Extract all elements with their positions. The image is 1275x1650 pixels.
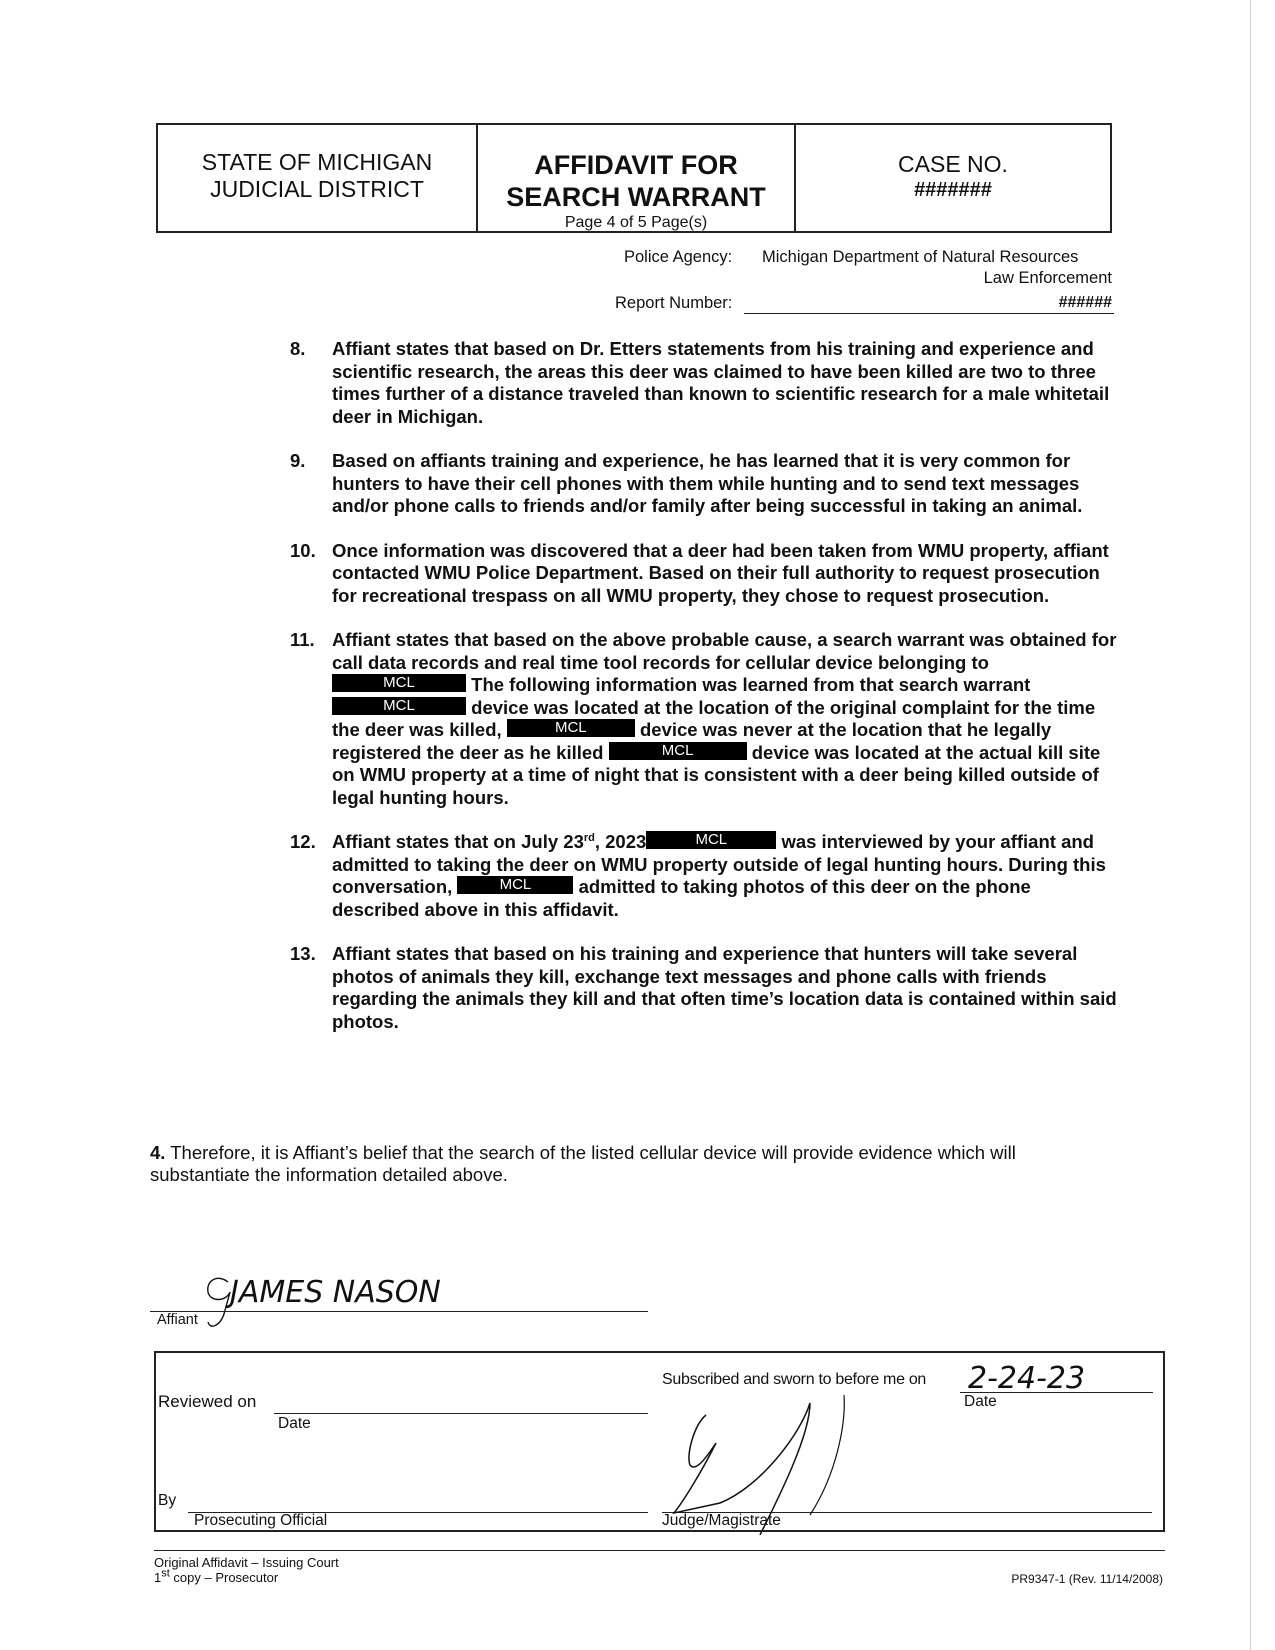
report-number-line xyxy=(744,313,1114,314)
item-12 xyxy=(290,831,1120,921)
distribution-original: Original Affidavit – Issuing Court xyxy=(154,1555,339,1570)
item-12-part-2: , 2023 xyxy=(594,831,647,852)
form-number: PR9347-1 (Rev. 11/14/2008) xyxy=(1011,1572,1163,1586)
reviewed-on-line xyxy=(274,1413,648,1414)
item-12-part-4: admitted to taking photos of this deer on the phone described above in this affidavit. xyxy=(332,876,1031,920)
case-label: CASE NO. xyxy=(898,151,1008,177)
prosecuting-official-label: Prosecuting Official xyxy=(194,1512,328,1529)
item-11-part-5: device was located at the actual kill site on WMU property at a time of night that is consistent with a deer being killed outside of legal hunting hours. xyxy=(332,741,1101,808)
judicial-district: JUDICIAL DISTRICT xyxy=(210,176,424,202)
item-text: Based on affiants training and experience, he has learned that it is very common for hunters to have their cell phones with them while hunting and to send text messages and/or phone calls to friends and/or family after being successful in taking an animal. xyxy=(332,450,1083,516)
item-8 xyxy=(290,338,1120,428)
conclusion-number: 4. xyxy=(150,1142,166,1163)
document-title-line2: SEARCH WARRANT xyxy=(506,182,766,212)
item-12-part-3: was interviewed by your affiant and admitted to taking the deer on WMU property outside of legal hunting hours. During this conversation, xyxy=(332,831,1106,897)
conclusion-paragraph xyxy=(150,1142,1110,1186)
case-cell xyxy=(796,125,1110,231)
item-number: 13. xyxy=(290,943,316,964)
redaction-box: MCL xyxy=(507,719,635,737)
redaction-box: MCL xyxy=(646,831,776,849)
item-text: Once information was discovered that a deer had been taken from WMU property, affiant contacted WMU Police Department. Based on their full authority to request prosecution for recreational trespass on all WMU property, they chose to request prosecution. xyxy=(332,539,1109,606)
affidavit-items xyxy=(290,338,1120,1055)
title-cell xyxy=(478,125,796,231)
redaction-box: MCL xyxy=(332,697,466,715)
reviewed-date-label: Date xyxy=(278,1415,311,1432)
redaction-box: MCL xyxy=(332,674,466,692)
item-11-part-1: Affiant states that based on the above probable cause, a search warrant was obtained for call data records and real time tool records for cellular device belonging to xyxy=(332,629,1117,673)
court-cell xyxy=(158,125,478,231)
item-9 xyxy=(290,450,1120,518)
affiant-signature xyxy=(200,1268,500,1334)
report-number-value: ###### xyxy=(1058,294,1112,311)
conclusion-text: Therefore, it is Affiant’s belief that the search of the listed cellular device will provide evidence which will substantiate the information detailed above. xyxy=(150,1142,1016,1185)
footer-line xyxy=(154,1550,1165,1551)
item-number: 8. xyxy=(290,338,306,359)
police-agency-label: Police Agency: xyxy=(624,248,733,266)
item-11-part-4: device was never at the location that he legally registered the deer as he killed xyxy=(332,719,1052,763)
copy-text: copy – Prosecutor xyxy=(169,1570,279,1585)
item-10 xyxy=(290,540,1120,608)
item-number: 9. xyxy=(290,450,306,471)
state-name: STATE OF MICHIGAN xyxy=(201,149,433,175)
reviewed-on-label: Reviewed on xyxy=(158,1392,257,1411)
handwritten-date-text: 2-24-23 xyxy=(968,1361,1086,1396)
item-text xyxy=(332,629,1120,809)
handwritten-date xyxy=(962,1352,1102,1398)
page-edge xyxy=(1250,0,1251,1650)
item-number: 11. xyxy=(290,629,315,650)
distribution-copy xyxy=(154,1567,279,1585)
case-number: ####### xyxy=(914,179,992,201)
subscribed-label: Subscribed and sworn to before me on xyxy=(662,1371,927,1388)
item-12-part-1: Affiant states that on July 23 xyxy=(332,831,584,852)
affiant-line xyxy=(150,1311,648,1312)
item-number: 12. xyxy=(290,831,316,852)
document-title-line1: AFFIDAVIT FOR xyxy=(534,150,738,180)
item-text: Affiant states that based on his training and experience that hunters will take several photos of animals they kill, exchange text messages and phone calls with friends regarding the animals they kill and that often time’s location data is contained within said photos. xyxy=(332,943,1117,1032)
copy-number: 1 xyxy=(154,1570,162,1585)
by-label: By xyxy=(158,1492,177,1509)
affiant-label: Affiant xyxy=(157,1312,198,1328)
page-info: Page 4 of 5 Page(s) xyxy=(564,214,708,231)
item-text: Affiant states that based on Dr. Etters statements from his training and experience and scientific research, the areas this deer was claimed to have been killed are two to three times further of a distance traveled than known to scientific research for a male whitetail deer in Michigan. xyxy=(332,338,1110,427)
header-table xyxy=(156,123,1112,233)
item-11 xyxy=(290,629,1120,809)
report-number-label: Report Number: xyxy=(615,294,733,312)
sworn-date-label: Date xyxy=(964,1393,997,1410)
item-11-part-3: device was located at the location of the original complaint for the time the deer was killed, xyxy=(332,696,1096,740)
redaction-box: MCL xyxy=(457,876,573,894)
judge-magistrate-label: Judge/Magistrate xyxy=(662,1512,781,1529)
item-number: 10. xyxy=(290,539,316,561)
item-11-part-2: The following information was learned from that search warrant xyxy=(471,674,1031,695)
affiant-signature-text: JAMES NASON xyxy=(230,1275,441,1310)
ordinal-suffix: rd xyxy=(583,831,595,844)
police-agency-value: Michigan Department of Natural Resources xyxy=(762,248,1079,266)
copy-ordinal: st xyxy=(161,1567,170,1580)
item-text xyxy=(332,831,1120,921)
item-13 xyxy=(290,943,1120,1033)
redaction-box: MCL xyxy=(609,742,747,760)
police-agency-value-2: Law Enforcement xyxy=(983,269,1112,287)
judge-signature xyxy=(660,1395,910,1535)
